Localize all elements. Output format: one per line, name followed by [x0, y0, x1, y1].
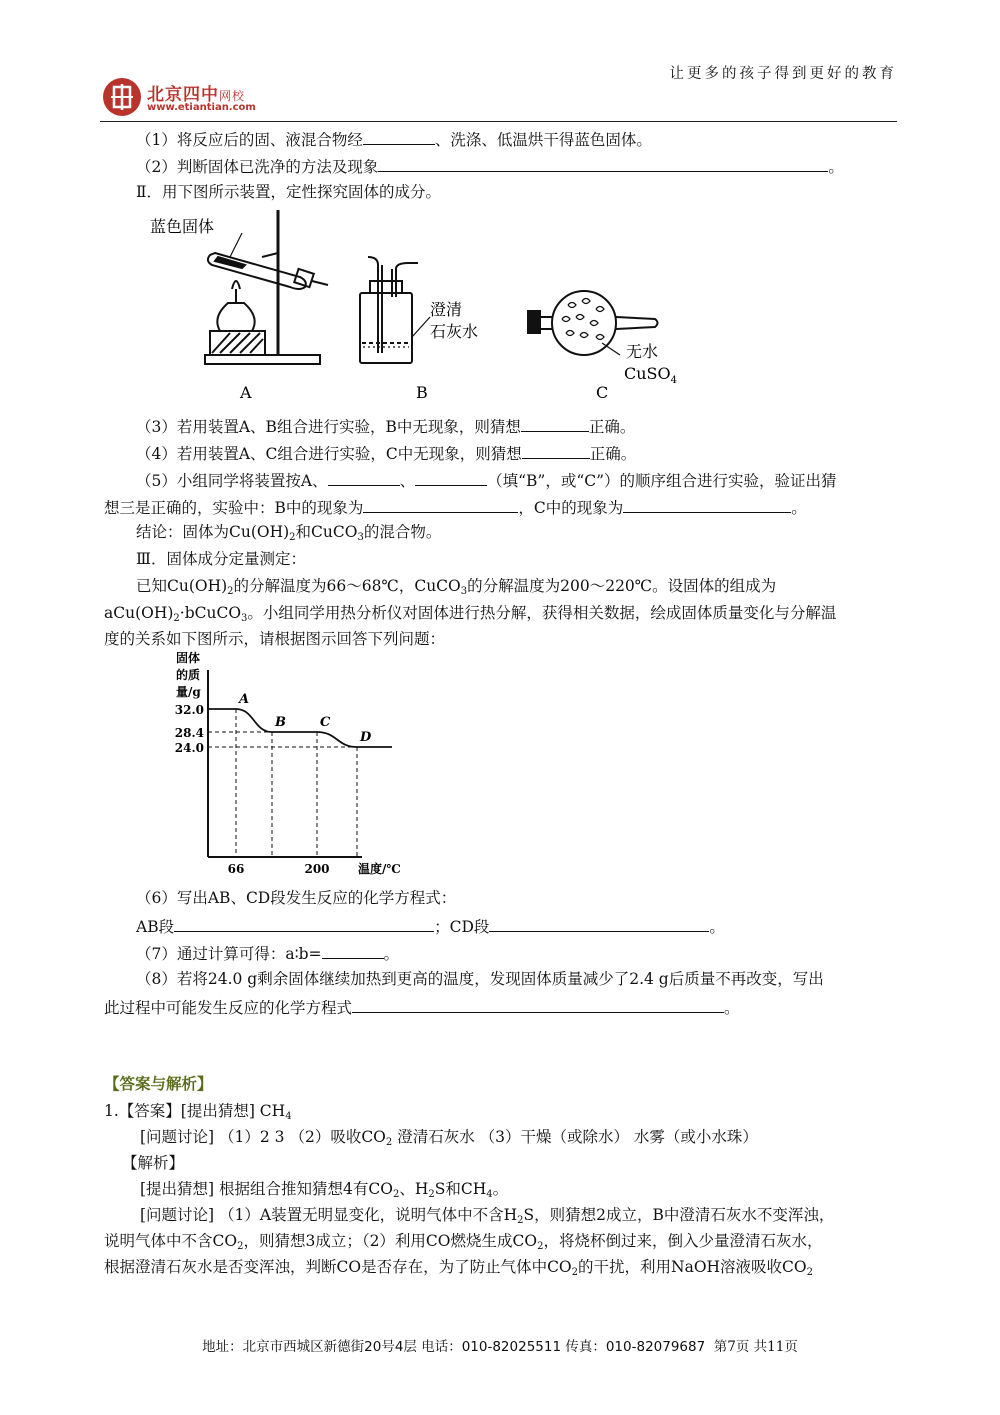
answer-blank: [352, 996, 724, 1013]
point-label-a: A: [239, 692, 250, 707]
analysis-heading: 【解析】: [122, 1154, 185, 1172]
answer-blank: [522, 442, 590, 459]
header-slogan: 让更多的孩子得到更好的教育: [669, 66, 897, 82]
question-4: （4）若用装置A、C组合进行实验，C中无现象，则猜想 正确。: [136, 442, 636, 464]
analysis-line-2: [问题讨论] （1）A装置无明显变化，说明气体中不含$H_2S$，则猜想2成立，B中澄清石灰水不变浑浊，: [140, 1206, 835, 1226]
answer-blank: [415, 469, 487, 486]
point-label-c: C: [320, 715, 331, 730]
answer-blank: [322, 942, 384, 959]
analysis-line-1: [提出猜想] 根据组合推知猜想4有$CO_2$、$H_2S$和$CH_4$。: [140, 1180, 509, 1200]
label-limewater-2: 石灰水: [430, 322, 479, 341]
x-tick-label: 66: [227, 862, 245, 876]
label-blue-solid: 蓝色固体: [150, 217, 215, 236]
answer-blank: [489, 915, 709, 932]
answer-blank: [174, 915, 434, 932]
footer: [0, 1335, 1000, 1355]
label-anhydrous: 无水: [626, 342, 659, 361]
y-tick-label: 32.0: [174, 703, 204, 717]
question-3: （3）若用装置A、B组合进行实验，B中无现象，则猜想 正确。: [136, 415, 635, 437]
point-label-b: B: [275, 715, 286, 730]
answer-line-2: [问题讨论] （1）2 3 （2）吸收$CO_2$ 澄清石灰水 （3）干燥（或除水） 水雾（或小水珠）: [140, 1128, 758, 1148]
logo-name: 北京四中网校: [147, 85, 246, 105]
conclusion: 结论：固体为$Cu(OH)_2$和CuCO$_3$的混合物。: [136, 523, 442, 543]
y-tick-label: 24.0: [174, 741, 204, 755]
question-7: （7）通过计算可得：a∶b= 。: [136, 942, 399, 964]
tag-apparatus-b: B: [416, 383, 428, 402]
answer-blank: [378, 155, 828, 172]
y-axis-label-3: 量/g: [176, 685, 201, 699]
apparatus-figure: [150, 205, 710, 405]
question-6-answers: AB段 ；CD段 。: [136, 915, 725, 937]
answer-blank: [363, 128, 435, 145]
analysis-line-3: 说明气体中不含$CO_2$，则猜想3成立；（2）利用CO燃烧生成$CO_2$，将烧杯倒过来，倒入少量澄清石灰水，: [104, 1232, 823, 1252]
question-5-line-2: 想三是正确的，实验中：B中的现象为 ，C中的现象为 。: [104, 496, 807, 518]
point-label-d: D: [360, 730, 372, 745]
question-1: （1）将反应后的固、液混合物经 、洗涤、低温烘干得蓝色固体。: [136, 128, 652, 150]
answer-blank: [363, 496, 518, 513]
question-8-line-2: 此过程中可能发生反应的化学方程式 。: [104, 996, 740, 1018]
x-axis-label: 温度/℃: [358, 862, 401, 876]
question-6: （6）写出AB、CD段发生反应的化学方程式：: [136, 889, 457, 907]
logo: [103, 78, 283, 118]
known-line-2: $aCu(OH)_2\cdot bCuCO_3$。小组同学用热分析仪对固体进行热分解，获得相关数据，绘成固体质量变化与分解温: [104, 604, 837, 624]
logo-emblem-icon: [103, 78, 141, 116]
answer-blank: [328, 469, 400, 486]
footer-page-number: 第7页 共11页: [713, 1339, 798, 1355]
y-axis-label-1: 固体: [176, 651, 201, 665]
tag-apparatus-c: C: [596, 383, 609, 402]
question-8: （8）若将24.0 g剩余固体继续加热到更高的温度，发现固体质量减少了2.4 g后质量不再改变，写出: [136, 970, 824, 988]
tag-apparatus-a: A: [240, 383, 252, 402]
x-tick-label: 200: [304, 862, 330, 876]
part-2-heading: Ⅱ．用下图所示装置，定性探究固体的成分。: [136, 183, 442, 201]
logo-url: www.etiantian.com: [147, 102, 256, 113]
label-limewater-1: 澄清: [430, 300, 463, 319]
answer-blank: [623, 496, 791, 513]
known-line-1: 已知$Cu(OH)_2$的分解温度为66～68℃，CuCO$_3$的分解温度为200～220℃。设固体的组成为: [136, 577, 777, 597]
part-3-heading: Ⅲ．固体成分定量测定：: [136, 550, 306, 568]
question-5: （5）小组同学将装置按A、 、 （填“B”，或“C”）的顺序组合进行实验，验证出猜: [136, 469, 837, 491]
answer-section-title: 【答案与解析】: [104, 1074, 213, 1093]
mass-temperature-chart: [170, 648, 430, 883]
y-tick-label: 28.4: [174, 726, 204, 740]
y-axis-label-2: 的质: [176, 668, 201, 682]
question-2: （2）判断固体已洗净的方法及现象 。: [136, 155, 844, 177]
header-divider: [100, 121, 897, 122]
footer-contact: 地址：北京市西城区新德街20号4层 电话：010-82025511 传真：010-82079687: [202, 1339, 706, 1355]
label-cuso4: CuSO$_4$: [624, 364, 677, 386]
analysis-line-4: 根据澄清石灰水是否变浑浊，判断CO是否存在，为了防止气体中$CO_2$的干扰，利用NaOH溶液吸收$CO_2$: [104, 1258, 813, 1278]
answer-line-1: 1.【答案】[提出猜想] $CH_4$: [104, 1102, 292, 1122]
known-line-3: 度的关系如下图所示，请根据图示回答下列问题：: [104, 630, 446, 648]
answer-blank: [521, 415, 589, 432]
